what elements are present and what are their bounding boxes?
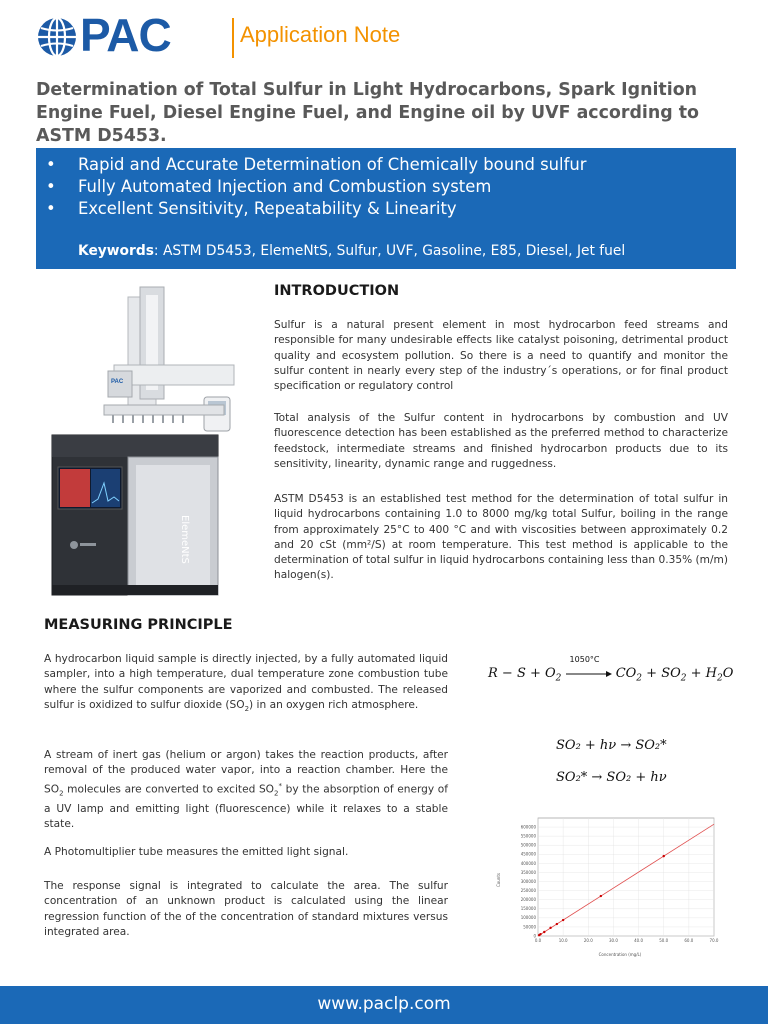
pac-globe-logo xyxy=(36,16,78,58)
chart-y-tick-label: 450000 xyxy=(520,851,536,857)
chart-y-tick-label: 200000 xyxy=(520,897,536,903)
keywords-text: : ASTM D5453, ElemeNtS, Sulfur, UVF, Gasoline, E85, Diesel, Jet fuel xyxy=(153,243,626,259)
chart-x-tick-label: 50.0 xyxy=(659,938,669,943)
chart-x-tick-label: 40.0 xyxy=(634,938,644,943)
excitation-equation: SO₂ + hν → SO₂* xyxy=(556,738,667,753)
chart-y-tick-label: 0 xyxy=(533,933,536,939)
chart-y-tick-label: 300000 xyxy=(520,878,536,884)
instrument-brand-label: PAC xyxy=(111,379,124,385)
chart-x-tick-label: 30.0 xyxy=(608,938,618,943)
relaxation-equation: SO₂* → SO₂ + hν xyxy=(556,770,667,785)
chart-data-point xyxy=(549,927,551,929)
highlights-box: • Rapid and Accurate Determination of Chemically bound sulfur • Fully Automated Injection and Combustion system • Excellent Sensitivity, Repeatability & Linearity Keywords: ASTM D5453, ElemeNtS, Sulfur, UVF, Gasoline, E85, Diesel, Jet fuel xyxy=(36,148,736,269)
chart-data-point xyxy=(539,933,541,935)
chart-y-tick-label: 100000 xyxy=(520,915,536,921)
instrument-image xyxy=(44,285,244,600)
measuring-principle-heading: MEASURING PRINCIPLE xyxy=(44,617,233,633)
chart-data-point xyxy=(600,895,602,897)
intro-paragraph-2: Total analysis of the Sulfur content in hydrocarbons by combustion and UV fluorescence detection has been established as the preferred method to characterize feedstock, intermediate streams and finished hydrocarbon products due to its sensitivity, linearity, dynamic range and ruggedness. xyxy=(274,412,728,470)
intro-paragraph-1: Sulfur is a natural present element in most hydrocarbon feed streams and responsible for many undesirable effects like catalyst poisoning, detrimental product quality and ecosystem pollution. So there is a need to quantify and monitor the sulfur content in nearly every step of the industry´s operations, or for final product specification or regulatory control xyxy=(274,319,728,393)
chart-x-tick-label: 0.0 xyxy=(534,938,542,943)
measuring-paragraph-1: A hydrocarbon liquid sample is directly injected, by a fully automated liquid sampler, into a high temperature, dual temperature zone combustion tube where the sulfur components are vaporized and combusted. The released sulfur is oxidized to sulfur dioxide $(SO_2)$ in an oxygen rich atmosphere. xyxy=(44,653,448,713)
pac-logo-text: PAC xyxy=(80,9,171,61)
chart-x-axis-label: Concentration (mg/L) xyxy=(598,952,642,957)
footer-bar xyxy=(0,986,768,1024)
chart-data-point xyxy=(543,931,545,933)
chart-x-tick-label: 10.0 xyxy=(558,938,568,943)
website-link[interactable]: www.paclp.com xyxy=(317,994,451,1014)
doc-type-label: Application Note xyxy=(240,22,401,47)
chart-y-tick-label: 400000 xyxy=(520,860,536,866)
chart-data-point xyxy=(663,855,665,857)
intro-paragraph-3: ASTM D5453 is an established test method for the determination of total sulfur in liquid hydrocarbons containing 1.0 to 8000 mg/kg total Sulfur, boiling in the range from approximately 25°C to 400 °C and with viscosities between approximately 0.2 and 20 cSt (mm²/S) at room temperature. This test method is applicable to the determination of total sulfur in liquid hydrocarbons containing less than 0.35% (m/m) halogen(s). xyxy=(274,493,728,582)
reaction-arrow xyxy=(566,654,612,681)
instrument-side-label: ElemeNtS xyxy=(179,515,190,564)
chart-x-tick-label: 20.0 xyxy=(583,938,593,943)
header-divider xyxy=(232,18,234,58)
chart-data-point xyxy=(556,923,558,925)
chart-y-tick-label: 150000 xyxy=(520,906,536,912)
chart-y-tick-label: 350000 xyxy=(520,869,536,875)
chart-data-point xyxy=(562,919,564,921)
chart-y-tick-label: 550000 xyxy=(520,833,536,839)
combustion-equation: $R - S + O_2$ 1050°C $CO_2 + SO_2 + H_2O$ xyxy=(488,654,734,684)
calibration-chart xyxy=(490,812,722,960)
measuring-paragraph-2: A stream of inert gas (helium or argon) takes the reaction products, after removal of the produced water vapor, into a reaction chamber. Here the $SO_2$ molecules are converted to excited $SO_2^*$ by the absorption of energy of a UV lamp and emitting light (fluorescence) while it relaxes to a stable state. xyxy=(44,749,449,830)
chart-x-tick-label: 60.0 xyxy=(684,938,694,943)
keywords-label: Keywords xyxy=(78,243,154,259)
keywords-line xyxy=(78,243,625,259)
measuring-paragraph-3: A Photomultiplier tube measures the emitted light signal. xyxy=(44,846,349,858)
document-title: Determination of Total Sulfur in Light Hydrocarbons, Spark Ignition Engine Fuel, Diesel Engine Fuel, and Engine oil by UVF according to ASTM D5453. xyxy=(36,80,699,146)
chart-y-tick-label: 600000 xyxy=(520,824,536,830)
measuring-paragraph-4: The response signal is integrated to calculate the area. The sulfur concentration of an unknown product is calculated using the linear regression function of the of the concentration of standard mixtures versus integrated area. xyxy=(44,880,448,938)
reaction-temperature: 1050°C xyxy=(569,654,600,664)
chart-y-tick-label: 500000 xyxy=(520,842,536,848)
chart-y-tick-label: 250000 xyxy=(520,888,536,894)
chart-y-axis-label: Counts xyxy=(496,873,501,887)
introduction-heading: INTRODUCTION xyxy=(274,283,400,299)
chart-y-tick-label: 50000 xyxy=(523,924,536,930)
chart-x-tick-label: 70.0 xyxy=(709,938,719,943)
